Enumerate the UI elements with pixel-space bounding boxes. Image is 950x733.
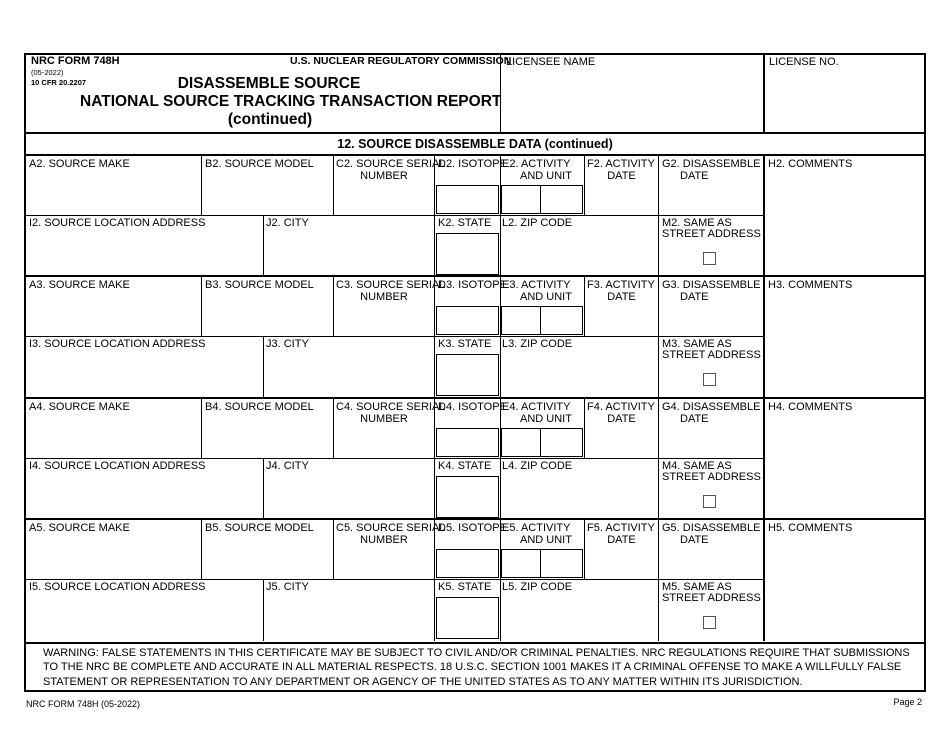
column-divider (763, 155, 765, 277)
disassemble-date-label: G5. DISASSEMBLE (662, 522, 761, 534)
activity-label: AND UNIT (520, 291, 572, 303)
isotope-field[interactable] (436, 549, 499, 578)
column-divider (500, 579, 501, 641)
zip-code-field[interactable] (503, 233, 656, 275)
source-model-label: B5. SOURCE MODEL (205, 522, 314, 534)
form-title-line2: NATIONAL SOURCE TRACKING TRANSACTION REPORT (80, 93, 502, 110)
disassemble-date-field[interactable] (661, 549, 761, 577)
disassemble-date-field[interactable] (661, 185, 761, 213)
activity-label: E2. ACTIVITY (502, 158, 571, 170)
licensee-name-field[interactable] (504, 72, 760, 130)
comments-field[interactable] (767, 537, 922, 639)
source-model-field[interactable] (204, 541, 330, 577)
disassemble-date-field[interactable] (661, 306, 761, 334)
column-divider (333, 398, 334, 458)
warning-text: WARNING: FALSE STATEMENTS IN THIS CERTIFICATE MAY BE SUBJECT TO CIVIL AND/OR CRIMINAL PENALTIES. NRC REGULATIONS REQUIRE THAT SUBMISSIONS TO THE NRC BE COMPLETE AND ACCURATE IN ALL MATERIAL RESPECTS. 18 U.S.C. SECTION 1001 MAKES IT A CRIMINAL OFFENSE TO MAKE A WILLFULLY FALSE STATEMENT OR REPRESENTATION TO ANY DEPARTMENT OR AGENCY OF THE UNITED STATES AS TO ANY MATTER WITHIN ITS JURISDICTION. (43, 647, 910, 688)
disassemble-date-label: G4. DISASSEMBLE (662, 401, 761, 413)
column-divider (584, 276, 585, 336)
form-title-line1: DISASSEMBLE SOURCE (177, 75, 361, 92)
activity-date-field[interactable] (587, 306, 655, 334)
column-divider (263, 336, 264, 398)
activity-date-label: F2. ACTIVITY (587, 158, 655, 170)
comments-field[interactable] (767, 416, 922, 518)
location-address-field[interactable] (28, 476, 260, 518)
column-divider (201, 276, 202, 336)
column-divider (201, 519, 202, 579)
source-model-field[interactable] (204, 298, 330, 334)
serial-number-label: NUMBER (360, 170, 408, 182)
form-date: (05-2022) (31, 68, 64, 77)
location-address-label: I3. SOURCE LOCATION ADDRESS (29, 338, 206, 350)
comments-label: H2. COMMENTS (768, 158, 853, 170)
activity-date-label: F4. ACTIVITY (587, 401, 655, 413)
comments-label: H4. COMMENTS (768, 401, 853, 413)
serial-number-label: C5. SOURCE SERIAL (336, 522, 446, 534)
block-divider (25, 518, 925, 520)
page-number: Page 2 (893, 697, 922, 707)
column-divider (658, 336, 659, 398)
agency-name: U.S. NUCLEAR REGULATORY COMMISSION (290, 55, 512, 67)
city-label: J4. CITY (266, 460, 309, 472)
same-as-street-label: STREET ADDRESS (662, 349, 761, 361)
column-divider (201, 155, 202, 215)
column-divider (658, 276, 659, 336)
zip-code-label: L2. ZIP CODE (502, 217, 573, 229)
comments-label: H5. COMMENTS (768, 522, 853, 534)
isotope-label: D3. ISOTOPE (438, 279, 507, 291)
location-address-field[interactable] (28, 354, 260, 396)
activity-date-label: F5. ACTIVITY (587, 522, 655, 534)
disassemble-date-label: DATE (680, 291, 709, 303)
activity-label: AND UNIT (520, 413, 572, 425)
same-as-street-label: M5. SAME AS (662, 581, 732, 593)
isotope-label: D5. ISOTOPE (438, 522, 507, 534)
activity-unit-field[interactable] (540, 306, 583, 335)
serial-number-field[interactable] (336, 185, 431, 213)
divider (25, 154, 925, 156)
same-as-street-label: STREET ADDRESS (662, 592, 761, 604)
column-divider (658, 215, 659, 277)
location-address-field[interactable] (28, 233, 260, 275)
city-label: J3. CITY (266, 338, 309, 350)
source-make-label: A2. SOURCE MAKE (29, 158, 130, 170)
location-address-field[interactable] (28, 597, 260, 639)
zip-code-label: L3. ZIP CODE (502, 338, 573, 350)
same-as-street-label: STREET ADDRESS (662, 471, 761, 483)
activity-label: AND UNIT (520, 170, 572, 182)
state-field[interactable] (436, 354, 499, 396)
disassemble-date-field[interactable] (661, 428, 761, 456)
zip-code-label: L4. ZIP CODE (502, 460, 573, 472)
column-divider (500, 458, 501, 520)
same-as-street-checkbox[interactable] (703, 252, 716, 265)
isotope-label: D4. ISOTOPE (438, 401, 507, 413)
disassemble-date-label: DATE (680, 534, 709, 546)
row-divider (25, 336, 764, 337)
activity-value-field[interactable] (501, 549, 541, 578)
activity-value-field[interactable] (501, 428, 541, 457)
source-make-field[interactable] (28, 177, 198, 213)
same-as-street-label: M3. SAME AS (662, 338, 732, 350)
divider (25, 642, 925, 644)
activity-label: E4. ACTIVITY (502, 401, 571, 413)
source-model-label: B4. SOURCE MODEL (205, 401, 314, 413)
location-address-label: I5. SOURCE LOCATION ADDRESS (29, 581, 206, 593)
row-divider (25, 579, 764, 580)
source-model-label: B3. SOURCE MODEL (205, 279, 314, 291)
comments-field[interactable] (767, 173, 922, 275)
column-divider (763, 519, 765, 641)
license-no-field[interactable] (768, 72, 922, 130)
activity-label: E3. ACTIVITY (502, 279, 571, 291)
source-model-field[interactable] (204, 177, 330, 213)
activity-unit-field[interactable] (540, 549, 583, 578)
column-divider (434, 579, 435, 641)
block-divider (25, 397, 925, 399)
source-make-label: A5. SOURCE MAKE (29, 522, 130, 534)
serial-number-field[interactable] (336, 428, 431, 456)
column-divider (763, 398, 765, 520)
column-divider (658, 458, 659, 520)
serial-number-field[interactable] (336, 306, 431, 334)
serial-number-label: NUMBER (360, 534, 408, 546)
zip-code-field[interactable] (503, 476, 656, 518)
activity-date-label: DATE (607, 534, 636, 546)
source-model-field[interactable] (204, 420, 330, 456)
comments-field[interactable] (767, 294, 922, 396)
column-divider (584, 519, 585, 579)
serial-number-label: C4. SOURCE SERIAL (336, 401, 446, 413)
column-divider (201, 398, 202, 458)
column-divider (584, 155, 585, 215)
block-divider (25, 275, 925, 277)
source-model-label: B2. SOURCE MODEL (205, 158, 314, 170)
licensee-name-label: LICENSEE NAME (506, 56, 596, 68)
activity-unit-field[interactable] (540, 428, 583, 457)
cfr-reference: 10 CFR 20.2207 (31, 78, 87, 87)
city-field[interactable] (266, 354, 432, 396)
activity-date-field[interactable] (587, 549, 655, 577)
divider (25, 132, 925, 134)
column-divider (500, 336, 501, 398)
serial-number-label: NUMBER (360, 291, 408, 303)
city-field[interactable] (266, 597, 432, 639)
state-label: K3. STATE (438, 338, 492, 350)
activity-label: E5. ACTIVITY (502, 522, 571, 534)
column-divider (584, 398, 585, 458)
activity-date-label: F3. ACTIVITY (587, 279, 655, 291)
source-make-label: A4. SOURCE MAKE (29, 401, 130, 413)
comments-label: H3. COMMENTS (768, 279, 853, 291)
header-divider (500, 54, 501, 132)
disassemble-date-label: DATE (680, 413, 709, 425)
activity-value-field[interactable] (501, 306, 541, 335)
city-label: J5. CITY (266, 581, 309, 593)
column-divider (434, 336, 435, 398)
column-divider (263, 458, 264, 520)
state-field[interactable] (436, 476, 499, 518)
column-divider (263, 579, 264, 641)
same-as-street-label: M2. SAME AS (662, 217, 732, 229)
serial-number-label: C2. SOURCE SERIAL (336, 158, 446, 170)
source-make-field[interactable] (28, 298, 198, 334)
state-label: K5. STATE (438, 581, 492, 593)
activity-date-label: DATE (607, 413, 636, 425)
row-divider (25, 215, 764, 216)
activity-value-field[interactable] (501, 185, 541, 214)
source-make-field[interactable] (28, 541, 198, 577)
same-as-street-label: M4. SAME AS (662, 460, 732, 472)
serial-number-label: C3. SOURCE SERIAL (336, 279, 446, 291)
column-divider (434, 458, 435, 520)
activity-date-label: DATE (607, 291, 636, 303)
header-divider (763, 54, 765, 132)
same-as-street-checkbox[interactable] (703, 373, 716, 386)
column-divider (263, 215, 264, 277)
column-divider (500, 215, 501, 277)
zip-code-label: L5. ZIP CODE (502, 581, 573, 593)
city-label: J2. CITY (266, 217, 309, 229)
state-label: K4. STATE (438, 460, 492, 472)
form-id: NRC FORM 748H (31, 55, 120, 67)
location-address-label: I2. SOURCE LOCATION ADDRESS (29, 217, 206, 229)
activity-label: AND UNIT (520, 534, 572, 546)
footer-form-label: NRC FORM 748H (05-2022) (26, 699, 141, 709)
state-field[interactable] (436, 233, 499, 275)
activity-date-field[interactable] (587, 428, 655, 456)
disassemble-date-label: DATE (680, 170, 709, 182)
state-label: K2. STATE (438, 217, 492, 229)
column-divider (658, 519, 659, 579)
state-field[interactable] (436, 597, 499, 639)
column-divider (434, 215, 435, 277)
location-address-label: I4. SOURCE LOCATION ADDRESS (29, 460, 206, 472)
column-divider (333, 519, 334, 579)
section-title: 12. SOURCE DISASSEMBLE DATA (continued) (337, 137, 613, 151)
zip-code-field[interactable] (503, 597, 656, 639)
column-divider (333, 276, 334, 336)
isotope-label: D2. ISOTOPE (438, 158, 507, 170)
city-field[interactable] (266, 476, 432, 518)
isotope-field[interactable] (436, 185, 499, 214)
same-as-street-checkbox[interactable] (703, 616, 716, 629)
row-divider (25, 458, 764, 459)
activity-unit-field[interactable] (540, 185, 583, 214)
disassemble-date-label: G2. DISASSEMBLE (662, 158, 761, 170)
form-title-line3: (continued) (227, 111, 313, 128)
source-make-label: A3. SOURCE MAKE (29, 279, 130, 291)
city-field[interactable] (266, 233, 432, 275)
disassemble-date-label: G3. DISASSEMBLE (662, 279, 761, 291)
source-make-field[interactable] (28, 420, 198, 456)
same-as-street-checkbox[interactable] (703, 495, 716, 508)
serial-number-label: NUMBER (360, 413, 408, 425)
column-divider (658, 579, 659, 641)
license-no-label: LICENSE NO. (769, 56, 839, 68)
isotope-field[interactable] (436, 306, 499, 335)
activity-date-label: DATE (607, 170, 636, 182)
isotope-field[interactable] (436, 428, 499, 457)
column-divider (658, 155, 659, 215)
column-divider (658, 398, 659, 458)
column-divider (333, 155, 334, 215)
same-as-street-label: STREET ADDRESS (662, 228, 761, 240)
column-divider (763, 276, 765, 398)
activity-date-field[interactable] (587, 185, 655, 213)
zip-code-field[interactable] (503, 354, 656, 396)
serial-number-field[interactable] (336, 549, 431, 577)
